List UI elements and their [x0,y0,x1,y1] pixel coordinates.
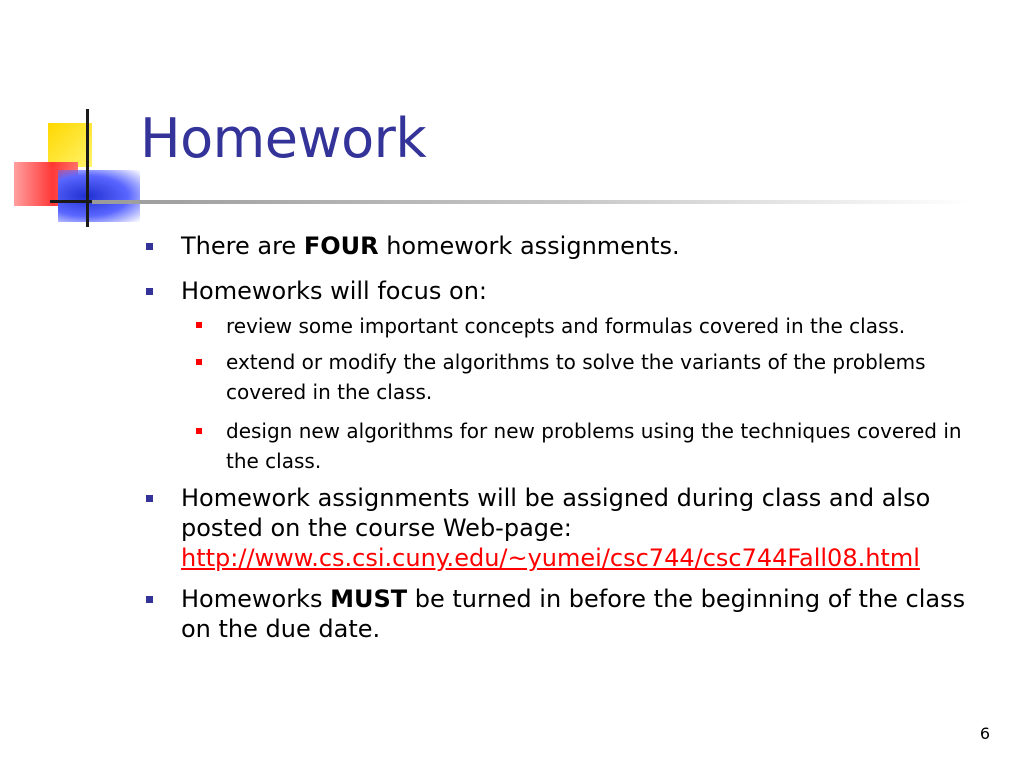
bullet-four-assignments [181,231,981,261]
course-webpage-link[interactable]: http://www.cs.csi.cuny.edu/~yumei/csc744/csc744Fall08.html [181,544,920,572]
page-number: 6 [979,724,990,743]
sub-bullet-marker [196,359,202,365]
sub-bullet-design: design new algorithms for new problems using the techniques covered in the class. [226,419,962,473]
bullet-text: Homeworks [181,585,331,613]
bullet-text: homework assignments. [378,232,680,260]
bullet-text: be turned in before the beginning of the class on the due date. [181,585,966,643]
bullet-focus-on: Homeworks will focus on: [181,277,487,305]
emphasis-four: FOUR [303,232,379,260]
emphasis-must: MUST [330,585,408,613]
bullet-assigned-posted [181,483,981,573]
bullet-marker [146,596,153,603]
sub-bullet-marker [196,428,202,434]
sub-bullet-review: review some important concepts and formulas covered in the class. [226,314,906,338]
slide-title: Homework [140,107,427,170]
bullet-must-turn-in [181,584,981,644]
sub-bullet-extend: extend or modify the algorithms to solve the variants of the problems covered in the class. [226,350,926,404]
bullet-text: There are [181,232,304,260]
bullet-text: Homework assignments will be assigned during class and also posted on the course Web-page: [181,484,931,542]
sub-bullet-marker [196,322,202,328]
bullet-marker [146,288,153,295]
bullet-marker [146,495,153,502]
bullet-marker [146,243,153,250]
